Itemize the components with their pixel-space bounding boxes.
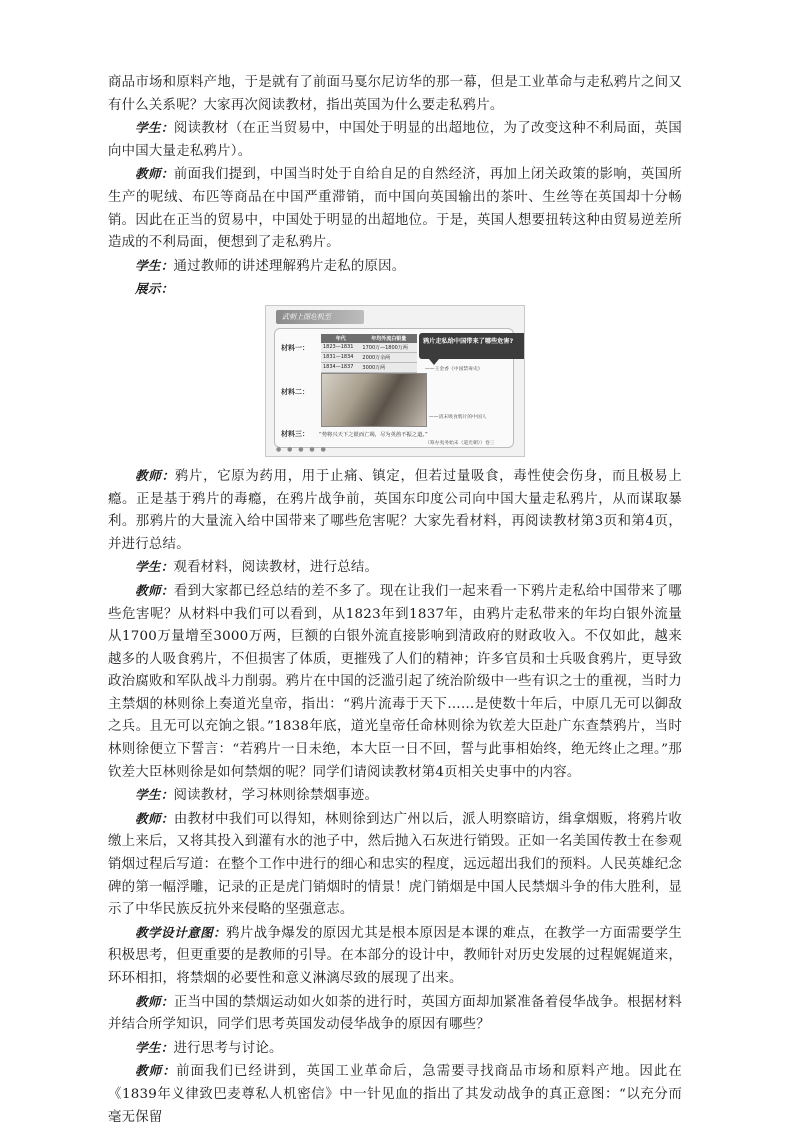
paragraph	[108, 163, 682, 254]
paragraph-text: 阅读教材，学习林则徐禁烟事迹。	[173, 788, 379, 804]
table-cell: 1700万—1800万两	[360, 343, 417, 353]
paragraph	[108, 1037, 682, 1061]
paragraph-text: 鸦片战争爆发的原因尤其是根本原因是本课的难点，在教学一方面需要学生积极思考，但更重要的是教师的引导。在本部分的设计中，教师针对历史发展的过程娓娓道来，环环相扣，将禁烟的必要性和意义淋漓尽致的展现了出来。	[108, 925, 682, 986]
paragraph	[108, 1060, 682, 1129]
slide-dots: ● ● ● ● ●	[276, 445, 328, 453]
figure-wrapper	[108, 305, 682, 457]
speaker-label: 教师：	[135, 166, 174, 182]
paragraph-text: 通过教师的讲述理解鸦片走私的原因。	[173, 258, 406, 274]
table-cell: 3000万两	[360, 362, 417, 372]
paragraph	[108, 255, 682, 279]
paragraph	[108, 808, 682, 922]
paragraph-text: 商品市场和原料产地，于是就有了前面马戛尔尼访华的那一幕，但是工业革命与走私鸦片之间又有什么关系呢？大家再次阅读教材，指出英国为什么要走私鸦片。	[108, 75, 682, 113]
paragraph	[108, 117, 682, 163]
paragraph	[108, 72, 682, 117]
table-row	[321, 362, 417, 372]
silver-outflow-table	[321, 334, 417, 373]
table-header: 年代	[321, 334, 360, 343]
paragraphs-before	[108, 72, 682, 302]
quote-source: （筹办夷务始末（道光朝））卷三	[425, 440, 495, 446]
speaker-label: 教师：	[135, 1063, 177, 1079]
paragraph-text: 阅读教材（在正当贸易中，中国处于明显的出超地位，为了改变这种不利局面，英国向中国大量走私鸦片）。	[108, 121, 683, 159]
table-row	[321, 343, 417, 353]
paragraph-text: 观看材料，阅读教材，进行总结。	[173, 560, 379, 576]
source-2: ——清末吸食鸦片的中国人	[429, 414, 487, 420]
paragraph-text: 前面我们提到，中国当时处于自给自足的自然经济，再加上闭关政策的影响，英国所生产的呢绒、布匹等商品在中国严重滞销，而中国向英国输出的茶叶、生丝等在英国却十分畅销。因此在正当的贸易中，中国处于明显的出超地位。于是，英国人想要扭转这种由贸易逆差所造成的不利局面，便想到了走私鸦片。	[108, 167, 683, 251]
figure-tab-title: 武朝上图危机至	[276, 310, 364, 324]
paragraph	[108, 991, 682, 1037]
table-header: 年均外流白银量	[360, 334, 417, 343]
speaker-label: 学生：	[135, 120, 174, 136]
speaker-label: 学生：	[135, 559, 174, 575]
paragraph-text: 鸦片，它原为药用，用于止痛、镇定，但若过量吸食，毒性使会伤身，而且极易上瘾。正是基于鸦片的毒瘾，在鸦片战争前，英国东印度公司向中国大量走私鸦片，从而谋取暴利。那鸦片的大量流入给中国带来了哪些危害呢？大家先看材料，再阅读教材第3页和第4页，并进行总结。	[108, 468, 682, 552]
paragraph	[108, 278, 682, 302]
material-3-quote: “势将兴天下之银而亡竭，尽为英酋不振之道。”	[319, 431, 428, 438]
paragraph-text: 看到大家都已经总结的差不多了。现在让我们一起来看一下鸦片走私给中国带来了哪些危害呢？从材料中我们可以看到，从1823年到1837年，由鸦片走私带来的年均白银外流量从1700万量增至3000万两，巨额的白银外流直接影响到清政府的财政收入。不仅如此，越来越多的人吸食鸦片，不但损害了体质，更摧残了人们的精神；许多官员和士兵吸食鸦片，更导致政治腐败和军队战斗力削弱。鸦片在中国的泛滥引起了统治阶级中一些有识之士的重视，当时力主禁烟的林则徐上奏道光皇帝，指出：“鸦片流毒于天下……是使数十年后，中原几无可以御敌之兵。且无可以充饷之银。”1838年底，道光皇帝任命林则徐为钦差大臣赴广东查禁鸦片，当时林则徐便立下誓言：“若鸦片一日未绝，本大臣一日不回，誓与此事相始终，绝无终止之理。”那钦差大臣林则徐是如何禁烟的呢？同学们请阅读教材第4页相关史事中的内容。	[108, 583, 683, 780]
paragraph-text: 进行思考与讨论。	[173, 1040, 283, 1056]
material-1-label: 材料一：	[281, 343, 309, 352]
paragraph-text: 正当中国的禁烟运动如火如荼的进行时，英国方面却加紧准备着侵华战争。根据材料并结合所学知识，同学们思考英国发动侵华战争的原因有哪些？	[108, 994, 683, 1033]
source-1: ——王金香《中国禁毒史》	[425, 366, 483, 372]
speaker-label: 教师：	[135, 467, 175, 483]
table-cell: 1834—1837	[321, 362, 360, 372]
speaker-label: 展示：	[135, 281, 174, 297]
question-bubble: 鸦片走私给中国带来了哪些危害?	[419, 333, 525, 359]
paragraph	[108, 580, 682, 784]
table-row	[321, 352, 417, 362]
paragraph	[108, 922, 682, 991]
opium-smokers-photo	[321, 373, 427, 427]
speaker-label: 学生：	[135, 787, 174, 803]
paragraph	[108, 465, 682, 556]
speaker-label: 教学设计意图：	[135, 924, 227, 940]
speaker-label: 教师：	[135, 582, 174, 598]
table-cell: 1823—1831	[321, 343, 360, 353]
speaker-label: 学生：	[135, 1039, 174, 1055]
paragraph	[108, 556, 682, 580]
paragraph-text: 由教材中我们可以得知，林则徐到达广州以后，派人明察暗访，缉拿烟贩，将鸦片收缴上来后，又将其投入到灌有水的池子中，然后抛入石灰进行销毁。正如一名美国传教士在参观销烟过程后写道：在整个工作中进行的细心和忠实的程度，远远超出我们的预料。人民英雄纪念碑的第一幅浮雕，记录的正是虎门销烟时的情景！虎门销烟是中国人民禁烟斗争的伟大胜利，显示了中华民族反抗外来侵略的坚强意志。	[108, 811, 683, 918]
speaker-label: 教师：	[135, 810, 174, 826]
paragraph	[108, 784, 682, 808]
table-cell: 1831—1834	[321, 352, 360, 362]
paragraph-text: 前面我们已经讲到，英国工业革命后，急需要寻找商品市场和原料产地。因此在《1839年义律致巴麦尊私人机密信》中一针见血的指出了其发动战争的真正意图：“以充分而毫无保留	[108, 1064, 683, 1125]
material-2-label: 材料二：	[281, 387, 309, 396]
document-page	[108, 72, 682, 1129]
speaker-label: 教师：	[135, 993, 174, 1009]
opium-materials-figure	[265, 305, 525, 457]
table-cell: 2000万余两	[360, 352, 417, 362]
figure-panel	[274, 328, 514, 448]
paragraphs-after	[108, 465, 682, 1129]
speaker-label: 学生：	[135, 257, 174, 273]
material-3-label: 材料三：	[281, 429, 309, 438]
